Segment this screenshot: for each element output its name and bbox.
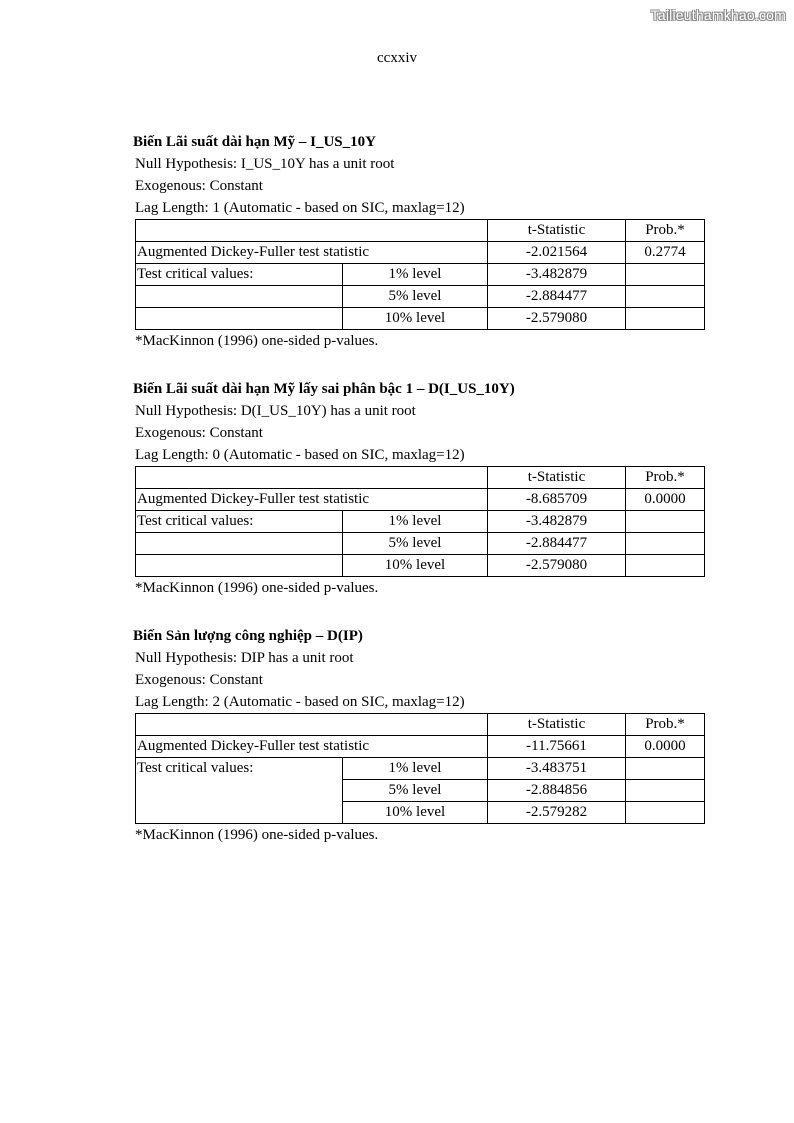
cv-5-value: -2.884477 [488,286,626,308]
table-row [136,533,705,555]
table-row [136,308,705,330]
section-d-i-us-10y [133,378,703,599]
adf-label: Augmented Dickey-Fuller test statistic [136,489,488,511]
adf-label: Augmented Dickey-Fuller test statistic [136,242,488,264]
empty-cell [136,308,343,330]
adf-label: Augmented Dickey-Fuller test statistic [136,736,488,758]
prob-header: Prob.* [626,467,705,489]
null-hypothesis: Null Hypothesis: I_US_10Y has a unit root [135,156,395,172]
empty-cell [626,555,705,577]
adf-t-statistic: -8.685709 [488,489,626,511]
critical-values-label: Test critical values: [136,511,343,533]
exogenous: Exogenous: Constant [135,178,263,194]
adf-t-statistic: -2.021564 [488,242,626,264]
table-header-row [136,220,705,242]
level-5-label: 5% level [343,286,488,308]
t-statistic-header: t-Statistic [488,467,626,489]
adf-table [135,713,705,824]
empty-cell [136,533,343,555]
level-1-label: 1% level [343,758,488,780]
null-hypothesis: Null Hypothesis: D(I_US_10Y) has a unit root [135,403,416,419]
cv-1-value: -3.483751 [488,758,626,780]
cv-5-value: -2.884856 [488,780,626,802]
cv-5-value: -2.884477 [488,533,626,555]
adf-table [135,219,705,330]
adf-table [135,466,705,577]
t-statistic-header: t-Statistic [488,714,626,736]
level-1-label: 1% level [343,511,488,533]
prob-header: Prob.* [626,220,705,242]
table-row [136,264,705,286]
section-title: Biến Lãi suất dài hạn Mỹ – I_US_10Y [133,134,376,150]
footnote: *MacKinnon (1996) one-sided p-values. [135,333,379,349]
empty-cell [626,758,705,780]
empty-cell [626,511,705,533]
empty-cell [136,802,343,824]
lag-length: Lag Length: 1 (Automatic - based on SIC, maxlag=12) [135,200,465,216]
empty-cell [136,780,343,802]
adf-prob: 0.2774 [626,242,705,264]
level-10-label: 10% level [343,802,488,824]
table-row [136,802,705,824]
table-row [136,780,705,802]
header-blank-cell [136,467,488,489]
cv-1-value: -3.482879 [488,264,626,286]
lag-length: Lag Length: 2 (Automatic - based on SIC, maxlag=12) [135,694,465,710]
adf-prob: 0.0000 [626,489,705,511]
adf-t-statistic: -11.75661 [488,736,626,758]
empty-cell [626,308,705,330]
section-i-us-10y [133,131,703,352]
level-10-label: 10% level [343,555,488,577]
critical-values-label: Test critical values: [136,264,343,286]
table-row [136,736,705,758]
empty-cell [626,286,705,308]
exogenous: Exogenous: Constant [135,425,263,441]
level-5-label: 5% level [343,780,488,802]
footnote: *MacKinnon (1996) one-sided p-values. [135,827,379,843]
table-header-row [136,467,705,489]
empty-cell [626,533,705,555]
empty-cell [626,780,705,802]
adf-prob: 0.0000 [626,736,705,758]
level-5-label: 5% level [343,533,488,555]
footnote: *MacKinnon (1996) one-sided p-values. [135,580,379,596]
t-statistic-header: t-Statistic [488,220,626,242]
empty-cell [136,286,343,308]
page-number: ccxxiv [377,50,417,66]
table-row [136,242,705,264]
table-row [136,489,705,511]
cv-1-value: -3.482879 [488,511,626,533]
table-row [136,286,705,308]
section-title: Biến Sản lượng công nghiệp – D(IP) [133,628,363,644]
section-d-ip [133,625,703,846]
section-title: Biến Lãi suất dài hạn Mỹ lấy sai phân bậc 1 – D(I_US_10Y) [133,381,515,397]
header-blank-cell [136,714,488,736]
empty-cell [626,802,705,824]
empty-cell [136,555,343,577]
cv-10-value: -2.579282 [488,802,626,824]
level-1-label: 1% level [343,264,488,286]
table-header-row [136,714,705,736]
table-row [136,555,705,577]
header-blank-cell [136,220,488,242]
prob-header: Prob.* [626,714,705,736]
lag-length: Lag Length: 0 (Automatic - based on SIC, maxlag=12) [135,447,465,463]
table-row [136,758,705,780]
null-hypothesis: Null Hypothesis: DIP has a unit root [135,650,354,666]
exogenous: Exogenous: Constant [135,672,263,688]
cv-10-value: -2.579080 [488,555,626,577]
watermark-text: Tailieuthamkhao.com [650,7,786,23]
table-row [136,511,705,533]
empty-cell [626,264,705,286]
critical-values-label: Test critical values: [136,758,343,780]
cv-10-value: -2.579080 [488,308,626,330]
level-10-label: 10% level [343,308,488,330]
